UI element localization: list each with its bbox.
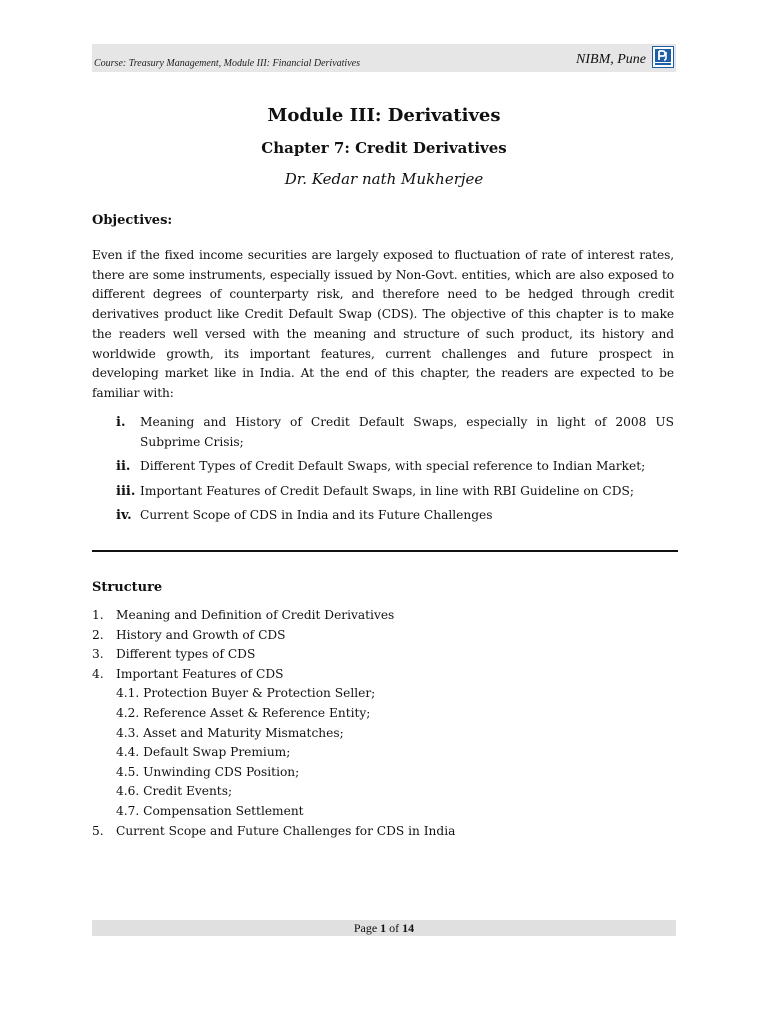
list-item-text: Current Scope of CDS in India and its Future Challenges (140, 508, 493, 522)
list-item-number: i. (116, 415, 126, 430)
list-item-number: 1. (92, 608, 104, 622)
list-item (92, 645, 674, 665)
objectives-heading: Objectives: (92, 213, 173, 228)
sub-list-item: 4.4. Default Swap Premium; (116, 745, 291, 760)
module-title: Module III: Derivatives (267, 105, 501, 126)
header-course: Course: Treasury Management, Module III: Financial Derivatives (94, 58, 360, 69)
list-item-number: 4. (92, 666, 104, 681)
list-item-number: iii. (116, 483, 136, 499)
sub-list-item: 4.7. Compensation Settlement (116, 803, 304, 818)
sub-list-item: 4.2. Reference Asset & Reference Entity; (116, 705, 371, 720)
structure-heading: Structure (92, 580, 163, 595)
list-item-text: Meaning and History of Credit Default Swaps, especially in light of 2008 US Subprime Crisis; (140, 415, 674, 449)
list-item-number: iv. (116, 508, 132, 523)
page-header (92, 44, 676, 72)
author-name: Dr. Kedar nath Mukherjee (284, 170, 484, 188)
list-item (92, 626, 674, 646)
list-item-text: Important Features of CDS (116, 666, 284, 681)
of-label: of (389, 921, 400, 935)
total-pages: 14 (402, 921, 415, 935)
list-item-text: History and Growth of CDS (116, 627, 286, 642)
list-item (92, 457, 674, 477)
chapter-title: Chapter 7: Credit Derivatives (261, 139, 507, 157)
objectives-paragraph: Even if the fixed income securities are largely exposed to fluctuation of rate of interest rates, there are some instruments, especially issued by Non-Govt. entities, which are also exposed to different degrees of counterparty risk, and therefore need to be hedged through credit derivatives product like Credit Default Swap (CDS). The objective of this chapter is to make the readers well versed with the meaning and structure of such product, its history and worldwide growth, its important features, current challenges and future prospect in developing market like in India. At the end of this chapter, the readers are expected to be familiar with: (92, 248, 674, 400)
list-item-text: Different Types of Credit Default Swaps, with special reference to Indian Market; (140, 459, 646, 473)
structure-list (92, 606, 674, 841)
current-page: 1 (380, 921, 387, 935)
sub-list-item: 4.1. Protection Buyer & Protection Seller; (116, 686, 376, 701)
list-item-number: 5. (92, 823, 104, 838)
sub-list-item: 4.5. Unwinding CDS Position; (116, 764, 300, 779)
list-item-text: Meaning and Definition of Credit Derivatives (116, 608, 395, 622)
page-footer (92, 920, 676, 936)
header-institution: NIBM, Pune (576, 52, 646, 67)
list-item (92, 606, 674, 626)
list-item-number: 3. (92, 647, 104, 662)
list-item (92, 665, 674, 822)
sub-list (116, 684, 674, 821)
list-item-number: 2. (92, 627, 104, 642)
list-item (92, 482, 674, 502)
section-divider (92, 550, 678, 552)
sub-list-item: 4.6. Credit Events; (116, 784, 233, 799)
list-item (92, 413, 674, 452)
list-item (92, 822, 674, 842)
list-item-number: ii. (116, 459, 131, 474)
list-item-text: Different types of CDS (116, 647, 256, 662)
nibm-logo-icon (652, 46, 674, 68)
page-label: Page (353, 921, 378, 935)
objectives-list (92, 413, 674, 531)
list-item-text: Important Features of Credit Default Swaps, in line with RBI Guideline on CDS; (140, 483, 634, 498)
list-item-text: Current Scope and Future Challenges for CDS in India (116, 823, 456, 838)
list-item (92, 506, 674, 526)
sub-list-item: 4.3. Asset and Maturity Mismatches; (116, 725, 344, 740)
